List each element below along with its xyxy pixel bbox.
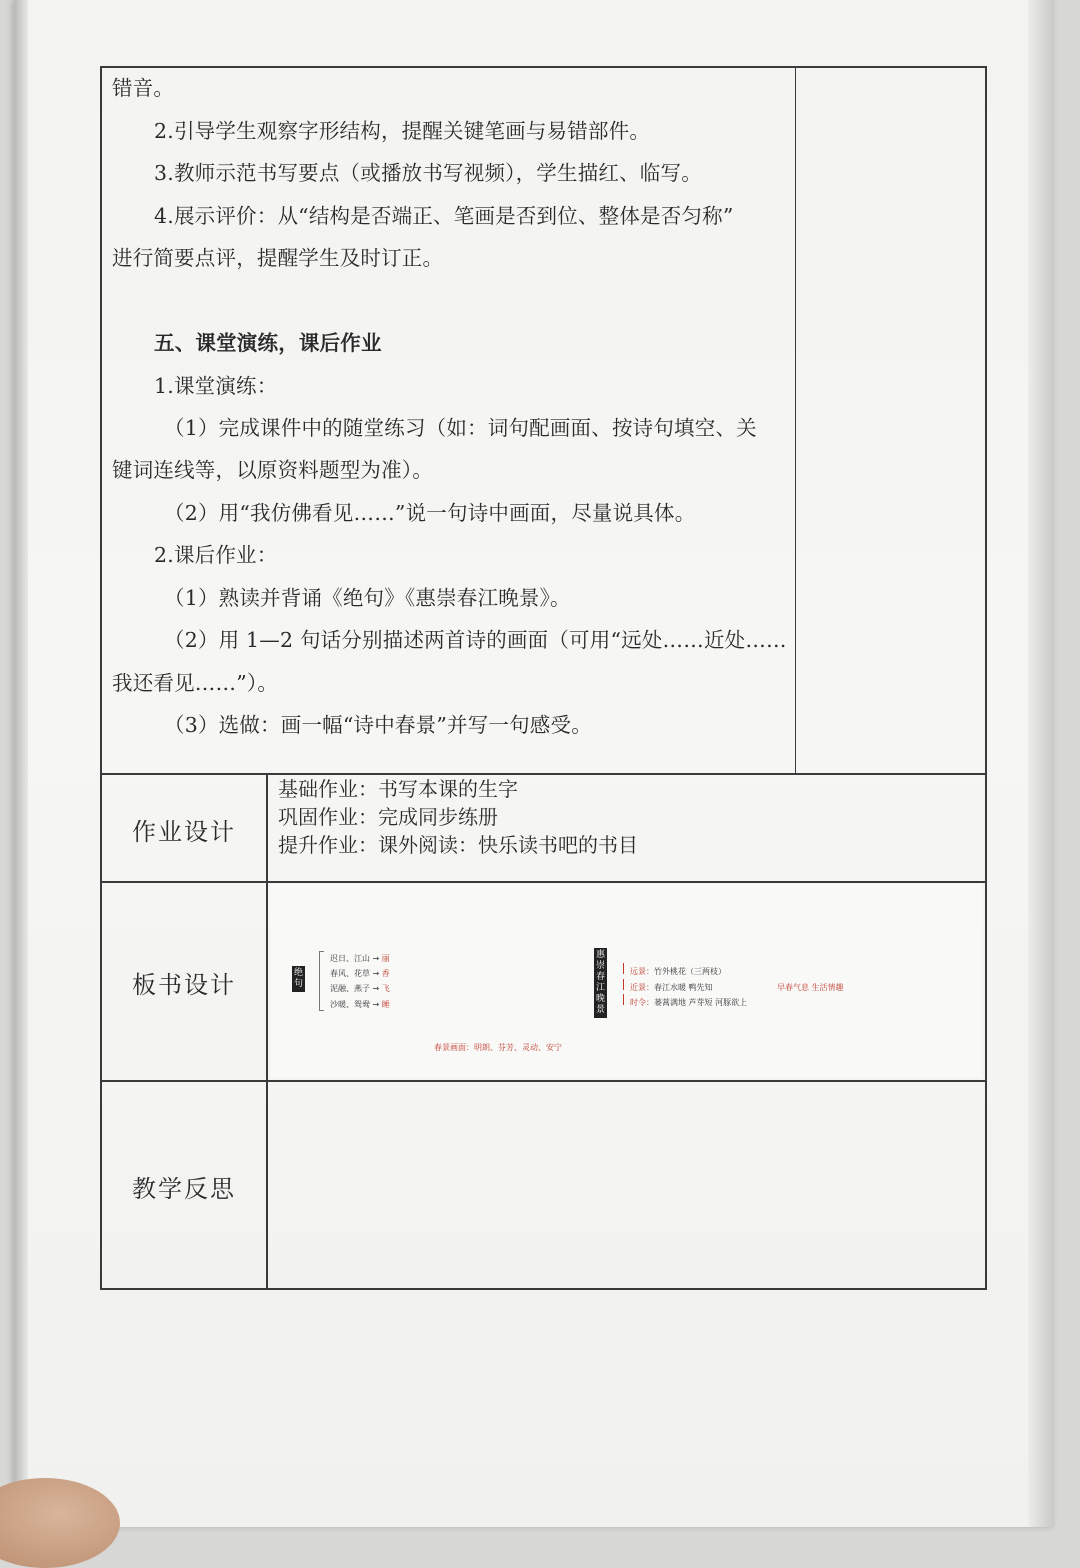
- poem1-bracket: [319, 951, 324, 1011]
- poem1-row: 春风、花草 → 香: [330, 969, 390, 978]
- poem2-bracket: [623, 994, 624, 1005]
- poem1-title: 绝句: [292, 966, 305, 992]
- lesson-line: 进行简要点评，提醒学生及时订正。: [112, 246, 444, 270]
- homework-item: 巩固作业：完成同步练册: [278, 805, 498, 829]
- poem2-note: 早春气息 生活情趣: [777, 983, 844, 992]
- lesson-line: （1）熟读并背诵《绝句》《惠崇春江晚景》。: [164, 586, 571, 610]
- poem2-row: 时令：蒌蒿满地 芦芽短 河豚欲上: [630, 998, 748, 1007]
- lesson-line: （2）用 1—2 句话分别描述两首诗的画面（可用“远处……近处……: [164, 628, 787, 652]
- poem1-row: 迟日、江山 → 丽: [330, 954, 390, 963]
- poem2-bracket: [623, 979, 624, 990]
- section-heading: 五、课堂演练，课后作业: [154, 331, 382, 355]
- poem2-row: 近景：春江水暖 鸭先知: [630, 983, 713, 992]
- page-edge-left: [14, 0, 28, 1527]
- poem2-bracket: [623, 963, 624, 974]
- homework-item: 提升作业：课外阅读：快乐读书吧的书目: [278, 833, 638, 857]
- lesson-line: （3）选做：画一幅“诗中春景”并写一句感受。: [164, 713, 592, 737]
- poem1-summary: 春景画面：明朗、芬芳、灵动、安宁: [434, 1043, 562, 1052]
- page-edge-right: [1028, 0, 1054, 1527]
- board-design-image: [270, 884, 982, 1078]
- lesson-line: 3.教师示范书写要点（或播放书写视频），学生描红、临写。: [154, 161, 702, 185]
- lesson-line: 2.引导学生观察字形结构，提醒关键笔画与易错部件。: [154, 119, 651, 143]
- lesson-line: 2.课后作业：: [154, 543, 278, 567]
- lesson-line: 键词连线等，以原资料题型为准）。: [112, 458, 433, 482]
- lesson-line: 错音。: [112, 76, 175, 100]
- lesson-line: 我还看见……”）。: [112, 671, 279, 695]
- poem1-row: 泥融、燕子 → 飞: [330, 984, 390, 993]
- reflection-label: 教学反思: [132, 1175, 236, 1203]
- reflection-area: [268, 1082, 984, 1287]
- lesson-line: （1）完成课件中的随堂练习（如：词句配画面、按诗句填空、关: [164, 416, 757, 440]
- lesson-line: 4.展示评价：从“结构是否端正、笔画是否到位、整体是否匀称”: [154, 204, 734, 228]
- board-label: 板书设计: [132, 971, 236, 999]
- lesson-line: 1.课堂演练：: [154, 374, 278, 398]
- poem1-row: 沙暖、鸳鸯 → 睡: [330, 1000, 390, 1009]
- homework-item: 基础作业：书写本课的生字: [278, 777, 518, 801]
- poem2-row: 远景：竹外桃花（三两枝）: [630, 967, 726, 976]
- lesson-line: （2）用“我仿佛看见……”说一句诗中画面，尽量说具体。: [164, 501, 696, 525]
- poem2-title: 惠崇春江晚景: [594, 948, 607, 1018]
- homework-label: 作业设计: [132, 818, 236, 846]
